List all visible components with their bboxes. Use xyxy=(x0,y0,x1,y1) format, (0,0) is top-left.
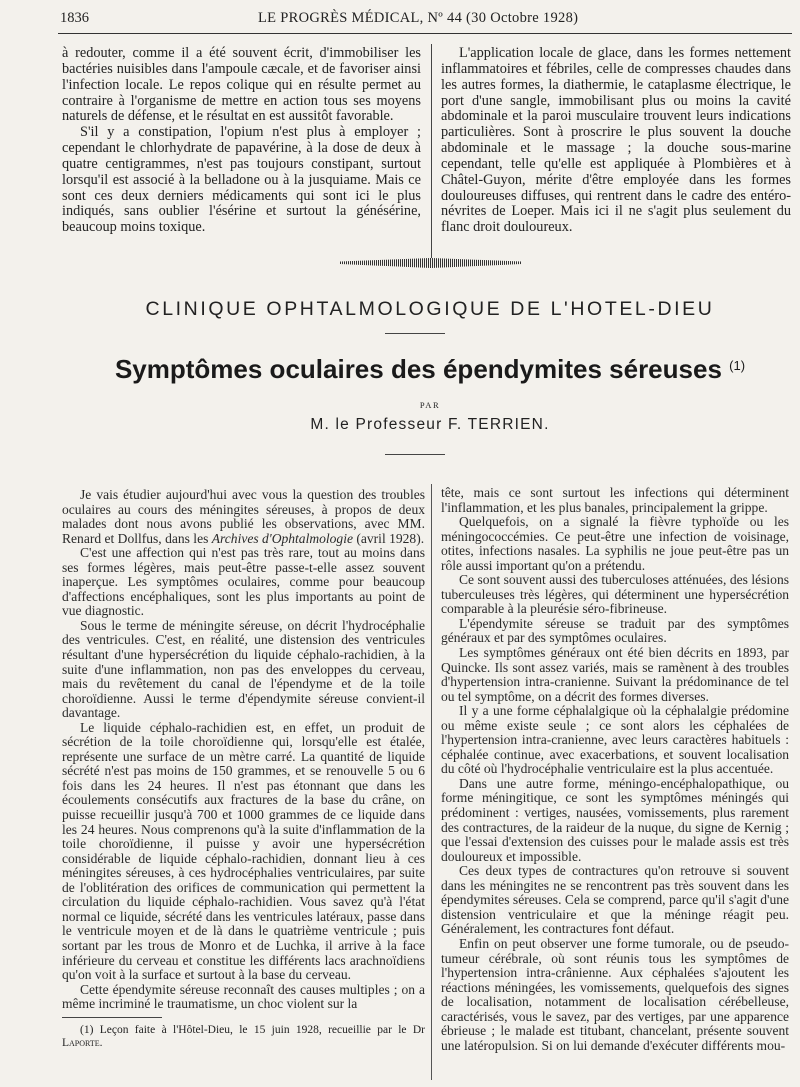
header-rule xyxy=(58,33,792,34)
section-heading: CLINIQUE OPHTALMOLOGIQUE DE L'HOTEL-DIEU xyxy=(145,298,715,320)
footnote-name: Laporte. xyxy=(62,1037,103,1049)
paragraph: tête, mais ce sont surtout les infections qui déterminent l'inflammation, et les plus banales, principalement la grippe. xyxy=(441,485,789,515)
author-line: M. le Professeur F. TERRIEN. xyxy=(310,416,550,433)
footnote-rule xyxy=(62,1017,162,1018)
paragraph: à redouter, comme il a été souvent écrit, d'immobiliser les bactéries nuisibles dans l'ampoule cæcale, et de favoriser ainsi l'infection locale. Le repos colique qui en résulte permet au contraire à l'organisme de mettre en action tous ses moyens naturels de défense, et le résultat en est aussitôt favorable. xyxy=(62,45,421,125)
author-rule xyxy=(385,454,445,455)
footnote xyxy=(62,1024,425,1050)
byline-par: PAR xyxy=(419,400,441,410)
main-left-column xyxy=(62,488,425,1012)
footnote-text: (1) Leçon faite à l'Hôtel-Dieu, le 15 juin 1928, recueillie par le Dr xyxy=(80,1024,425,1036)
column-divider xyxy=(431,484,432,1080)
paragraph xyxy=(62,488,425,546)
paragraph: L'application locale de glace, dans les formes nettement inflammatoires et fébriles, celle de compresses chaudes dans les autres formes, la diathermie, le cataplasme électrique, le port d'une sangle, immobilisant plus ou moins la cavité abdominale et la paroi musculaire trouvent leurs indications particulières. Sont à proscrire le plus souvent la douche abdominale et le massage ; la douche sous-marine cependant, telle qu'elle est appliquée à Plombières et à Châtel-Guyon, mérite d'être employée dans les formes douloureuses diffuses, qui rentrent dans le cadre des entéro-névrites de Loeper. Mais ici il ne s'agit plus seulement du flanc droit douloureux. xyxy=(441,45,791,236)
ornamental-separator xyxy=(340,258,522,268)
running-header xyxy=(60,10,790,32)
paragraph: Cette épendymite séreuse reconnaît des causes multiples ; on a même incriminé le traumatisme, un choc violent sur la xyxy=(62,981,425,1012)
paragraph: Les symptômes généraux ont été bien décrits en 1893, par Quincke. Ils sont assez variés, mais se ramènent à des troubles d'hypertension intra-cranienne. Suivant la prédominance de tel ou tel symptôme, on a décrit des formes diverses. xyxy=(441,645,789,704)
journal-reference: Archives d'Ophtalmologie xyxy=(211,530,353,546)
paragraph: Le liquide céphalo-rachidien est, en effet, un produit de sécrétion de la toile choroïdienne qui, lorsqu'elle est étalée, représente une surface de un mètre carré. La quantité de liquide sécrété n'est pas moins de 150 grammes, et se renouvelle 5 ou 6 fois dans les 24 heures. Il n'est pas étonnant que dans les écoulements consécutifs aux fractures de la base du crâne, on puisse recueillir jusqu'à 700 et 1000 grammes de ce liquide dans les 24 heures. Nous comprenons qu'à la suite d'inflammation de la toile choroïdienne, il puisse y avoir une hypersécrétion considérable de liquide céphalo-rachidien, donnant lieu à ces méningites séreuses, à ces hydrocéphalies ventriculaires, par suite de l'oblitération des orifices de communication qui permettent la circulation du liquide céphalo-rachidien. Vous savez qu'à l'état normal ce liquide, sécrété dans les ventricules latéraux, passe dans le ventricule moyen et de là dans le quatrième ventricule ; puis sortant par les trous de Monro et de Luchka, il arrive à la face inférieure du cerveau et constitue les différents lacs arachnoïdiens qu'on voit à la surface et surtout à la base du cerveau. xyxy=(62,719,425,983)
footnote-reference: (1) xyxy=(729,358,746,373)
paragraph: Dans une autre forme, méningo-encéphalopathique, ou forme méningitique, ce sont les symptômes méningés qui prédominent : vertiges, nausées, vomissements, plus rarement des contractures, de la raideur de la nuque, du signe de Kernig ; que l'essai d'extension des cuisses pour le malade assis est très douloureux et impossible. xyxy=(441,775,789,864)
page-number: 1836 xyxy=(60,10,89,26)
paragraph: Ces deux types de contractures qu'on retrouve si souvent dans les méningites ne se rencontrent pas très souvent dans les épendymites séreuses. Cela se comprend, parce qu'il s'agit d'une distension ventriculaire et que la méninge réagit peu. Généralement, les contractures font défaut. xyxy=(441,863,789,937)
journal-title: LE PROGRÈS MÉDICAL, Nº 44 (30 Octobre 1928) xyxy=(258,10,579,26)
paragraph: Quelquefois, on a signalé la fièvre typhoïde ou les méningococcémies. Ce peut-être une infection de voisinage, otites, infections nasales. La syphilis ne joue peut-être pas un rôle aussi important qu'on a prétendu. xyxy=(441,514,789,573)
heading-rule xyxy=(385,333,445,334)
paragraph: Enfin on peut observer une forme tumorale, ou de pseudo-tumeur cérébrale, où sont réunis tous les symptômes de l'hypertension intra-crânienne. Aux céphalées s'ajoutent les réactions méningées, les vomissements, quelquefois des signes de localisation, notamment de localisation cérébelleuse, caractérisés, vous le savez, par des vertiges, par une apparence ébrieuse ; le malade est titubant, chancelant, présente souvent une latéropulsion. Si on lui demande d'exécuter différents mou- xyxy=(441,935,789,1053)
top-left-column xyxy=(62,46,421,236)
article-title-text: Symptômes oculaires des épendymites séreuses xyxy=(114,354,722,384)
p1-start: Je vais étudier aujourd'hui avec vous la question des troubles oculaires au cours des méningites séreuses, à propos de deux malades dont nous avons publié les observations, avec MM. Renard et Dollfus, dans les xyxy=(62,487,425,546)
paragraph: Sous le terme de méningite séreuse, on décrit l'hydrocéphalie des ventricules. C'est, en réalité, une distension des ventricules résultant d'une hypersécrétion du liquide céphalo-rachidien, à la suite d'une inflammation, non pas des enveloppes du cerveau, mais du revêtement du canal de l'épendyme et de la toile choroïdienne. Aussi le terme d'épendymite séreuse convient-il davantage. xyxy=(62,617,425,721)
paragraph: C'est une affection qui n'est pas très rare, tout au moins dans ses formes légères, mais peut-être passe-t-elle assez souvent inaperçue. Les symptômes oculaires, comme pour beaucoup d'affections encéphaliques, sont les plus importants au point de vue diagnostic. xyxy=(62,545,425,619)
paragraph: L'épendymite séreuse se traduit par des symptômes généraux et par des symptômes oculaires. xyxy=(441,615,789,646)
paragraph: Il y a une forme céphalalgique où la céphalalgie prédomine ou même existe seule ; ce sont alors les céphalées de l'hypertension intra-cranienne, avec leurs caractères habituels : céphalée continue, avec exacerbations, et souvent localisation du côté où l'hydrocéphalie ventriculaire est la plus accentuée. xyxy=(441,703,789,777)
paragraph: Ce sont souvent aussi des tuberculoses atténuées, des lésions tuberculeuses très légères, qui déterminent une hypersécrétion comparable à la pleurésie séro-fibrineuse. xyxy=(441,572,789,617)
top-right-column xyxy=(441,46,791,236)
column-divider xyxy=(431,44,432,266)
article-title xyxy=(0,354,800,385)
paragraph: S'il y a constipation, l'opium n'est plus à employer ; cependant le chlorhydrate de papavérine, à la dose de deux à quatre centigrammes, n'est pas toujours constipant, surtout lorsqu'il est associé à la belladone ou à la jusquiame. Mais ce sont ces deux derniers médicaments qui sont ici le plus indiqués, sans oublier l'ésérine et surtout la génésérine, beaucoup moins toxique. xyxy=(62,124,421,236)
main-right-column xyxy=(441,486,789,1053)
p1-end: (avril 1928). xyxy=(352,530,425,546)
